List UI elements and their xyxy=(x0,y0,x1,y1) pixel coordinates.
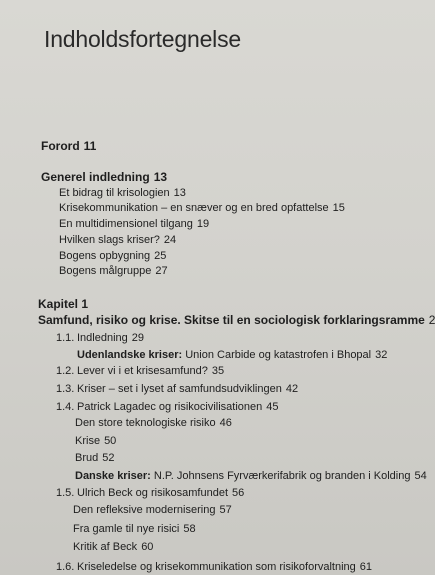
toc-entry-page: 35 xyxy=(211,365,225,377)
toc-entry-page: 57 xyxy=(219,504,232,516)
toc-entry-page: 56 xyxy=(232,487,245,499)
toc-subentry xyxy=(59,249,166,263)
chapter-subtitle-page: 2 xyxy=(428,313,435,327)
toc-entry-page: 13 xyxy=(153,170,168,184)
toc-section xyxy=(56,382,298,396)
section-number: 1.4. xyxy=(56,401,75,413)
toc-subentry xyxy=(59,233,176,247)
toc-entry-generel-indledning xyxy=(41,170,167,184)
section-number: 1.5. xyxy=(56,487,75,499)
toc-entry-page: 24 xyxy=(163,234,177,246)
case-prefix: Udenlandske kriser: xyxy=(77,349,183,361)
toc-entry-label: Krise xyxy=(75,435,101,447)
toc-subentry xyxy=(59,201,345,215)
toc-subsection xyxy=(73,522,196,536)
toc-entry-page: 45 xyxy=(266,401,279,413)
toc-subsection xyxy=(73,540,153,554)
toc-case xyxy=(75,469,427,483)
toc-entry-label: Ulrich Beck og risikosamfundet xyxy=(77,487,229,499)
toc-entry-label: Generel indledning xyxy=(41,170,150,184)
toc-entry-label: Kriser – set i lyset af samfundsudviklingen xyxy=(77,383,282,395)
toc-section xyxy=(56,486,244,500)
chapter-label: Kapitel 1 xyxy=(38,297,89,311)
toc-subsection xyxy=(75,434,116,448)
toc-entry-label: Forord xyxy=(41,139,80,153)
toc-subentry xyxy=(59,217,209,231)
toc-entry-page: 32 xyxy=(375,349,388,361)
toc-entry-page: 29 xyxy=(131,332,145,344)
toc-subentry xyxy=(59,186,186,200)
toc-entry-label: Patrick Lagadec og risikocivilisationen xyxy=(77,401,263,413)
toc-entry-label: Kriseledelse og krisekommunikation som risikoforvaltning xyxy=(77,561,356,573)
toc-entry-page: 54 xyxy=(414,470,427,482)
section-number: 1.3. xyxy=(56,383,75,395)
toc-section xyxy=(56,560,372,574)
toc-entry-page: 15 xyxy=(332,202,345,214)
toc-entry-page: 19 xyxy=(196,218,210,230)
toc-entry-label: Fra gamle til nye risici xyxy=(73,523,180,535)
toc-subsection xyxy=(73,503,232,517)
toc-entry-page: 50 xyxy=(104,435,117,447)
section-number: 1.1. xyxy=(56,332,75,344)
toc-entry-label: Indledning xyxy=(77,332,128,344)
toc-entry-label: N.P. Johnsens Fyrværkerifabrik og branden i Kolding xyxy=(153,470,411,482)
toc-entry-page: 58 xyxy=(183,523,196,535)
toc-entry-label: Et bidrag til krisologien xyxy=(59,187,170,199)
toc-entry-label: Bogens opbygning xyxy=(59,250,151,262)
toc-section xyxy=(56,331,144,345)
toc-subentry xyxy=(59,264,168,278)
toc-entry-forord xyxy=(41,139,96,153)
toc-entry-label: Hvilken slags kriser? xyxy=(59,234,160,246)
toc-entry-page: 42 xyxy=(285,383,299,395)
toc-entry-page: 13 xyxy=(173,187,186,199)
case-prefix: Danske kriser: xyxy=(75,470,151,482)
toc-entry-label: Brud xyxy=(75,452,99,464)
toc-entry-label: En multidimensionel tilgang xyxy=(59,218,193,230)
section-number: 1.2. xyxy=(56,365,75,377)
toc-subsection xyxy=(75,451,115,465)
toc-entry-page: 25 xyxy=(154,250,167,262)
toc-entry-label: Bogens målgruppe xyxy=(59,265,152,277)
toc-entry-label: Krisekommunikation – en snæver og en bred opfattelse xyxy=(59,202,329,214)
toc-section xyxy=(56,400,279,414)
section-number: 1.6. xyxy=(56,561,75,573)
toc-entry-label: Den refleksive modernisering xyxy=(73,504,216,516)
toc-entry-label: Den store teknologiske risiko xyxy=(75,417,216,429)
toc-subsection xyxy=(75,416,232,430)
chapter-subtitle-text: Samfund, risiko og krise. Skitse til en sociologisk forklaringsramme xyxy=(38,313,425,327)
toc-entry-label: Kritik af Beck xyxy=(73,541,138,553)
toc-entry-page: 27 xyxy=(155,265,168,277)
toc-entry-label: Lever vi i et krisesamfund? xyxy=(77,365,208,377)
toc-case xyxy=(77,348,387,362)
toc-entry-page: 61 xyxy=(359,561,373,573)
toc-entry-page: 46 xyxy=(219,417,232,429)
chapter-subtitle xyxy=(38,313,435,327)
page-title: Indholdsfortegnelse xyxy=(44,26,241,52)
toc-entry-label: Union Carbide og katastrofen i Bhopal xyxy=(185,349,372,361)
toc-entry-page: 52 xyxy=(102,452,115,464)
toc-entry-page: 60 xyxy=(141,541,154,553)
toc-entry-page: 11 xyxy=(83,139,97,153)
toc-section xyxy=(56,364,224,378)
